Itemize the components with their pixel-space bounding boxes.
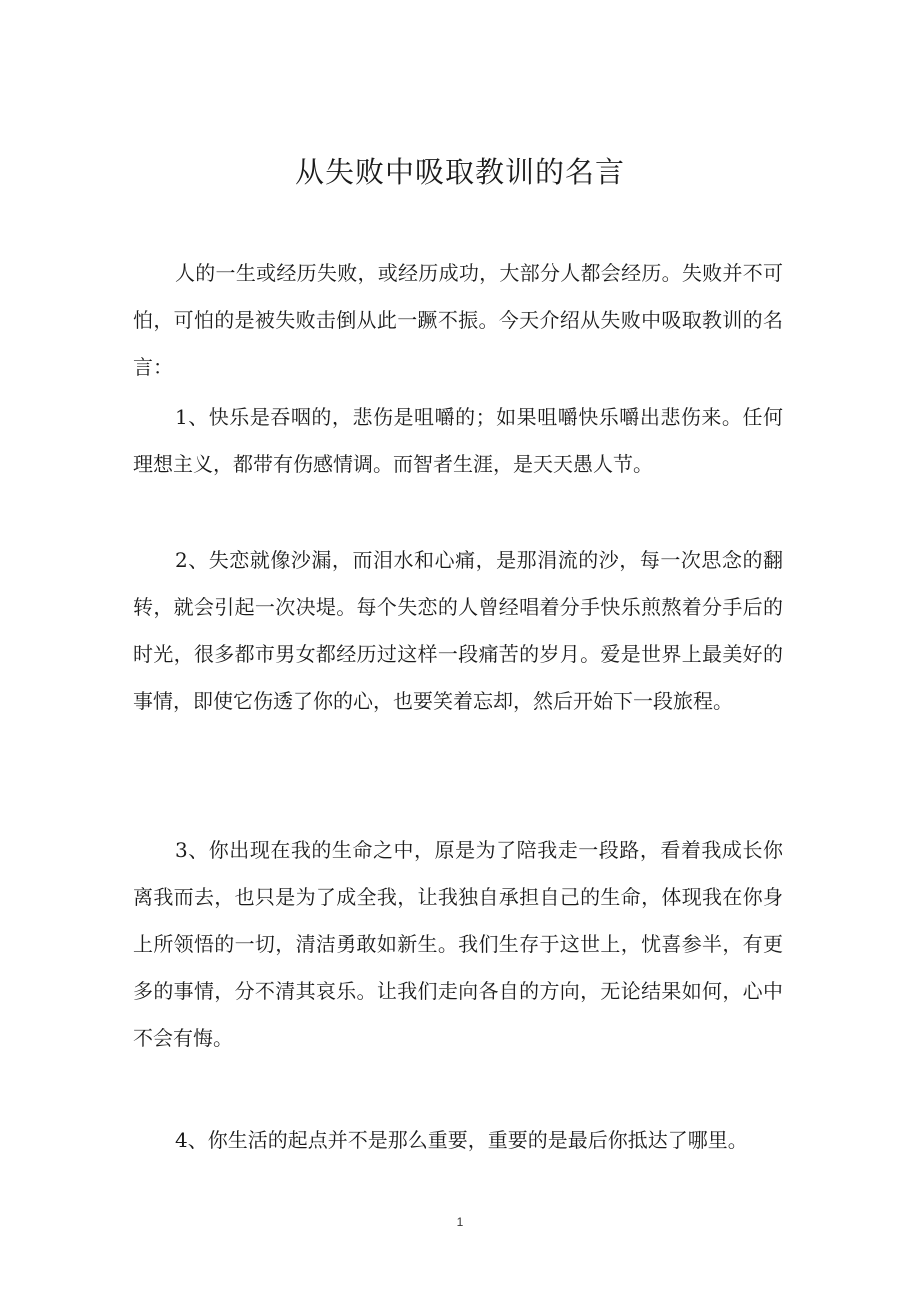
quote-paragraph-4: 4、你生活的起点并不是那么重要，重要的是最后你抵达了哪里。 bbox=[175, 1128, 748, 1152]
quote-paragraph-3: 3、你出现在我的生命之中，原是为了陪我走一段路，看着我成长你离我而去，也只是为了成全我，让我独自承担自己的生命，体现我在你身上所领悟的一切，清洁勇敢如新生。我们生存于这世上，忧喜参半，有更多的事情，分不清其哀乐。让我们走向各自的方向，无论结果如何，心中不会有悔。 bbox=[133, 838, 783, 1050]
document-title: 从失败中吸取教训的名言 bbox=[294, 155, 625, 189]
page-number: 1 bbox=[456, 1215, 464, 1229]
quote-paragraph-1: 1、快乐是吞咽的，悲伤是咀嚼的；如果咀嚼快乐嚼出悲伤来。任何理想主义，都带有伤感情调。而智者生涯，是天天愚人节。 bbox=[133, 405, 783, 476]
intro-paragraph: 人的一生或经历失败，或经历成功，大部分人都会经历。失败并不可怕，可怕的是被失败击倒从此一蹶不振。今天介绍从失败中吸取教训的名言： bbox=[133, 261, 783, 379]
quote-paragraph-2: 2、失恋就像沙漏，而泪水和心痛，是那涓流的沙，每一次思念的翻转，就会引起一次决堤。每个失恋的人曾经唱着分手快乐煎熬着分手后的时光，很多都市男女都经历过这样一段痛苦的岁月。爱是世界上最美好的事情，即使它伤透了你的心，也要笑着忘却，然后开始下一段旅程。 bbox=[133, 548, 783, 713]
